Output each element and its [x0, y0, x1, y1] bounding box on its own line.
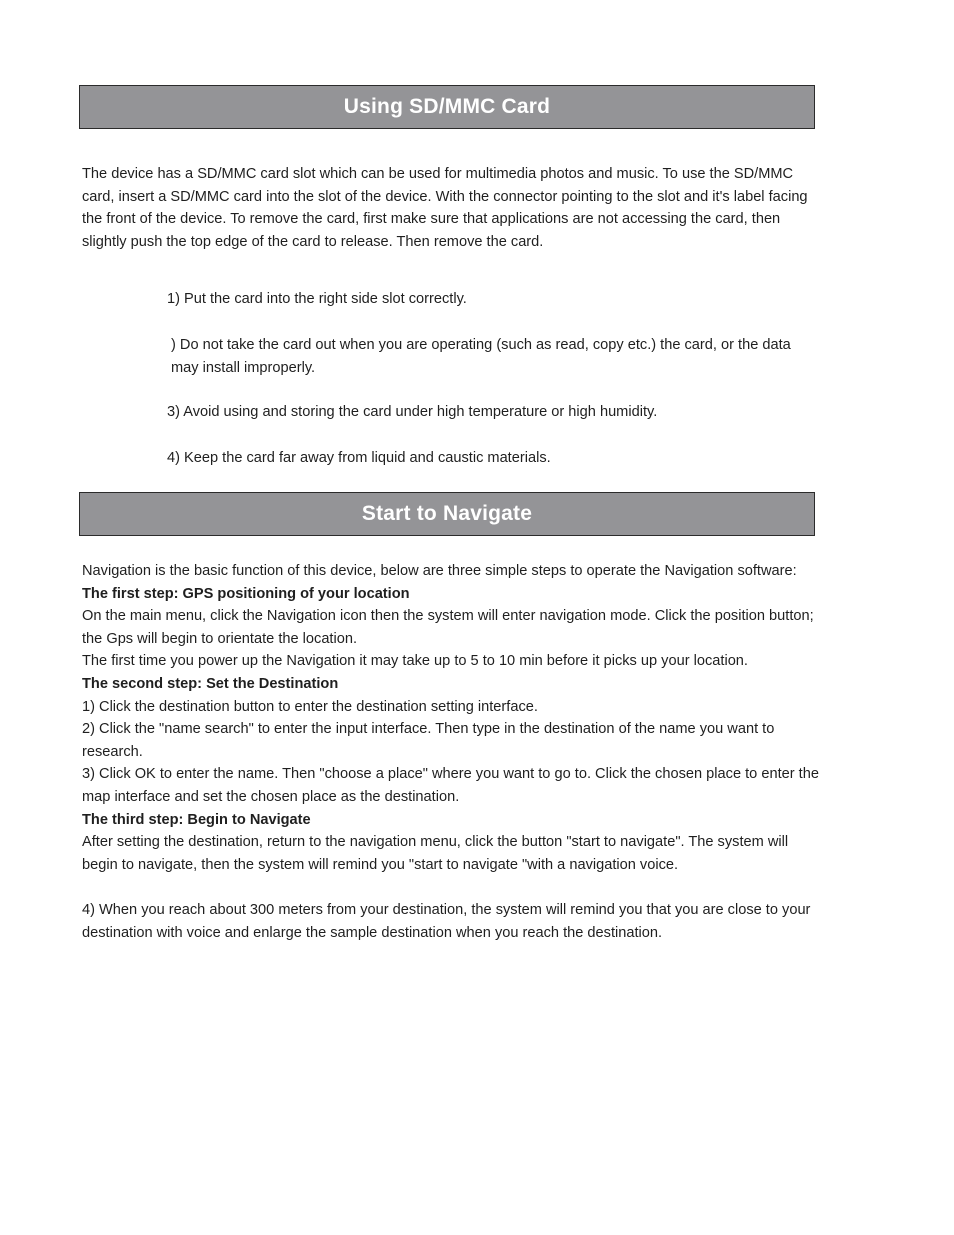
step2-item-2: 2) Click the "name search" to enter the input interface. Then type in the destination of the name you want to research.	[82, 721, 775, 760]
section-banner-navigate	[79, 492, 815, 536]
step1-heading: The first step: GPS positioning of your location	[82, 585, 410, 602]
section-title-navigate: Start to Navigate	[361, 502, 533, 525]
step1-text-a: On the main menu, click the Navigation icon then the system will enter navigation mode. Click the position button; the Gps will begin to orientate the location.	[82, 608, 814, 647]
step4-text: 4) When you reach about 300 meters from your destination, the system will remind you that you are close to your destination with voice and enlarge the sample destination when you reach the destination.	[82, 901, 811, 941]
navigate-intro-paragraph: Navigation is the basic function of this device, below are three simple steps to operate the Navigation software:	[82, 563, 797, 579]
step2-heading: The second step: Set the Destination	[82, 675, 339, 692]
sd-card-intro-paragraph: The device has a SD/MMC card slot which can be used for multimedia photos and music. To use the SD/MMC card, insert a SD/MMC card into the slot of the device. With the connector pointing to the slot and it's label facing the front of the device. To remove the card, first make sure that applications are not accessing the card, then slightly push the top edge of the card to release. Then remove the card.	[82, 166, 808, 250]
step3-heading: The third step: Begin to Navigate	[82, 811, 311, 828]
section-title-sd-card: Using SD/MMC Card	[343, 95, 551, 118]
paragraph-spacer	[82, 876, 822, 899]
navigation-instructions	[82, 560, 822, 944]
sd-card-step-4: 4) Keep the card far away from liquid and caustic materials.	[167, 450, 551, 466]
step1-text-b: The first time you power up the Navigation it may take up to 5 to 10 min before it picks up your location.	[82, 653, 748, 670]
section-banner-sd-card	[79, 85, 815, 129]
sd-card-step-2: ) Do not take the card out when you are operating (such as read, copy etc.) the card, or the data may install improperly.	[171, 337, 791, 376]
step2-item-3: 3) Click OK to enter the name. Then "choose a place" where you want to go to. Click the chosen place to enter the map interface and set the chosen place as the destination.	[82, 766, 819, 805]
step2-item-1: 1) Click the destination button to enter the destination setting interface.	[82, 698, 538, 715]
sd-card-step-3: 3) Avoid using and storing the card under high temperature or high humidity.	[167, 404, 658, 420]
step3-text: After setting the destination, return to the navigation menu, click the button "start to navigate". The system will begin to navigate, then the system will remind you "start to navigate "with a navigation voice.	[82, 834, 789, 873]
sd-card-step-1: 1) Put the card into the right side slot correctly.	[167, 291, 467, 307]
